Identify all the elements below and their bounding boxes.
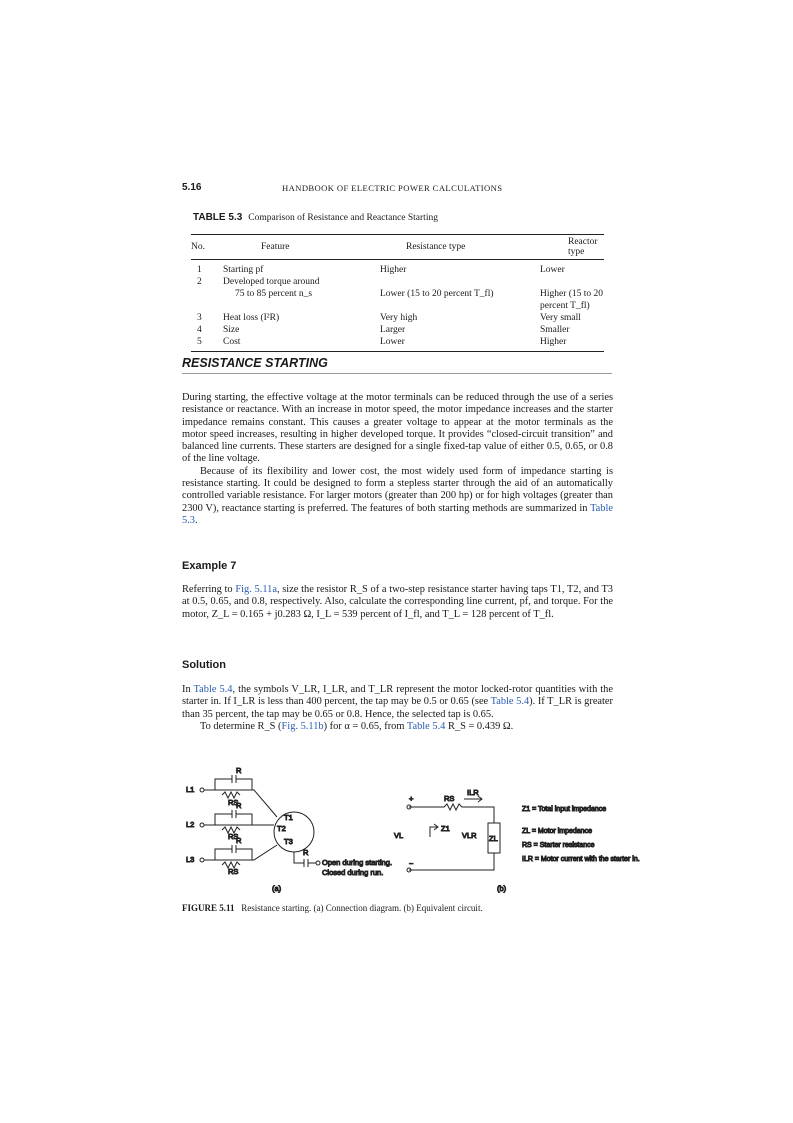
connection-diagram [200, 775, 320, 868]
label-Z1: Z1 [441, 824, 450, 833]
cell: Larger [380, 325, 406, 335]
label-RS: RS [228, 867, 239, 876]
cell: Heat loss (I²R) [223, 313, 280, 323]
closed-note: Closed during run. [322, 868, 384, 877]
solution-heading: Solution [182, 659, 226, 671]
label-R: R [236, 766, 242, 775]
table-5-4-link[interactable]: Table 5.4 [490, 696, 530, 708]
cell [540, 276, 604, 288]
label-L2: L2 [186, 820, 195, 829]
page-number: 5.16 [182, 182, 202, 193]
cell: 1 [197, 265, 202, 275]
cell: Higher [540, 337, 567, 347]
text: , size the resistor R_S of a two-step resistance starter having taps T1, T2, and T3 at 0.5, 0.65, and 0.8, respectively. Also, calculate the corresponding line current, pf, and torque. For the motor, Z_L = 0.165 + j0.283 Ω, I_L = 539 percent of I_fl, and T_L = 128 percent of T_fl. [182, 584, 613, 620]
label-ILR: ILR [467, 788, 479, 797]
label-VL: VL [394, 831, 404, 840]
table-caption-text: Comparison of Resistance and Reactance Starting [248, 213, 438, 223]
open-note: Open during starting. [322, 858, 393, 867]
cell: Cost [223, 337, 241, 347]
section-body [182, 392, 613, 527]
table-header-row [191, 235, 604, 260]
label-T2: T2 [277, 824, 286, 833]
cell: 4 [197, 325, 202, 335]
fig-5-11b-link[interactable]: Fig. 5.11b [281, 720, 324, 732]
table-row [191, 288, 604, 312]
paragraph-text: Because of its flexibility and lower cost, the most widely used form of impedance starting is resistance starting. It could be designed to form a stepless starter through the aid of an automatically controlled variable resistance. For larger motors (greater than 200 hp) or for high voltages (greater than 2300 V), reactance starting is preferred. The features of both starting methods are summarized in [182, 465, 613, 514]
cell: Starting pf [223, 265, 264, 275]
comparison-table [191, 234, 604, 352]
table-5-4-link[interactable]: Table 5.4 [406, 720, 446, 732]
cell: Developed torque around [223, 277, 320, 287]
text: ). If T_LR is greater than 35 percent, the tap may be 0.65 or 0.8. Hence, the selected tap is 0.65. [182, 696, 614, 720]
text: In [182, 684, 194, 695]
paragraph [182, 584, 613, 621]
legend-item: ILR = Motor current with the starter in. [522, 856, 640, 863]
table-5-3-link[interactable]: Table 5.3 [182, 502, 613, 526]
cell: Higher (15 to 20 percent T_fl) [540, 289, 604, 311]
paragraph: During starting, the effective voltage at the motor terminals can be reduced through the use of a series resistance or reactance. With an increase in motor speed, the motor impedance increases and the starter impedance remains constant. This causes a greater voltage to appear at the motor terminals as the motor speed increases, resulting in higher developed torque. It provides “closed-circuit transition” and balanced line currents. These starters are designed for a single fixed-tap value of either 0.5, 0.65, or 0.8 of the line voltage. [182, 392, 613, 465]
cell: Lower [380, 337, 405, 347]
table-row [191, 324, 604, 336]
text: ) for α = 0.65, from [323, 720, 407, 732]
label-T3: T3 [284, 837, 293, 846]
col-header: Reactor type [568, 237, 598, 257]
cell: Size [223, 325, 240, 335]
label-RS: RS [228, 798, 239, 807]
label-T1: T1 [284, 813, 293, 822]
example-body [182, 584, 613, 621]
label-R: R [236, 801, 242, 810]
table-row [191, 260, 604, 277]
col-header: Resistance type [406, 242, 466, 252]
label-L1: L1 [186, 785, 195, 794]
minus-sign: − [409, 859, 414, 868]
label-R: R [236, 836, 242, 845]
table-row [191, 312, 604, 324]
figure-legend [522, 806, 640, 863]
label-ZL: ZL [489, 834, 498, 843]
fig-5-11a-link[interactable]: Fig. 5.11a [235, 584, 277, 595]
running-title: HANDBOOK OF ELECTRIC POWER CALCULATIONS [282, 183, 503, 193]
paragraph [182, 466, 613, 527]
col-header: Feature [261, 242, 290, 252]
solution-body [182, 684, 613, 733]
label-L3: L3 [186, 855, 195, 864]
label-RS: RS [228, 832, 239, 841]
label-VLR: VLR [462, 831, 477, 840]
legend-item: RS = Starter resistance [522, 842, 595, 849]
table-row [191, 276, 604, 288]
equivalent-circuit [407, 796, 500, 872]
table-5-4-link[interactable]: Table 5.4 [193, 684, 233, 695]
legend-item: ZL = Motor impedance [522, 828, 592, 835]
plus-sign: + [409, 794, 414, 803]
paragraph-end: . [195, 514, 198, 526]
cell: 3 [197, 313, 202, 323]
label-RS: RS [444, 794, 455, 803]
cell [380, 276, 540, 288]
text: Referring to [182, 584, 236, 595]
cell: 2 [197, 277, 202, 287]
text: , the symbols V_LR, I_LR, and T_LR represent the motor locked-rotor quantities with the starter in. If I_LR is less than 400 percent, the tap may be 0.5 or 0.65 (see [182, 684, 613, 708]
cell: Lower (15 to 20 percent T_fl) [380, 289, 494, 299]
cell [191, 288, 223, 312]
cell: Higher [380, 265, 407, 275]
running-header [182, 182, 612, 193]
cell: Lower [540, 265, 565, 275]
paragraph [182, 684, 613, 721]
figure-5-11 [182, 765, 640, 895]
figure-a-label: (a) [272, 884, 282, 893]
label-R: R [303, 848, 309, 857]
cell: 5 [197, 337, 202, 347]
paragraph [182, 721, 613, 733]
figure-caption-text: Resistance starting. (a) Connection diagram. (b) Equivalent circuit. [241, 903, 483, 913]
figure-caption [182, 903, 483, 913]
text: R_S = 0.439 Ω. [445, 720, 514, 732]
table-label: TABLE 5.3 [193, 212, 243, 223]
section-heading: RESISTANCE STARTING [182, 356, 612, 374]
col-header: No. [191, 242, 205, 252]
cell: 75 to 85 percent n_s [235, 289, 313, 299]
figure-b-label: (b) [497, 884, 507, 893]
legend-item: Z1 = Total input impedance [522, 806, 607, 813]
cell: Very small [540, 313, 581, 323]
table-caption [193, 212, 438, 223]
figure-label: FIGURE 5.11 [182, 903, 235, 913]
example-heading: Example 7 [182, 560, 237, 572]
cell: Very high [380, 313, 418, 323]
cell: Smaller [540, 325, 570, 335]
text: To determine R_S ( [200, 720, 282, 732]
table-row [191, 336, 604, 352]
